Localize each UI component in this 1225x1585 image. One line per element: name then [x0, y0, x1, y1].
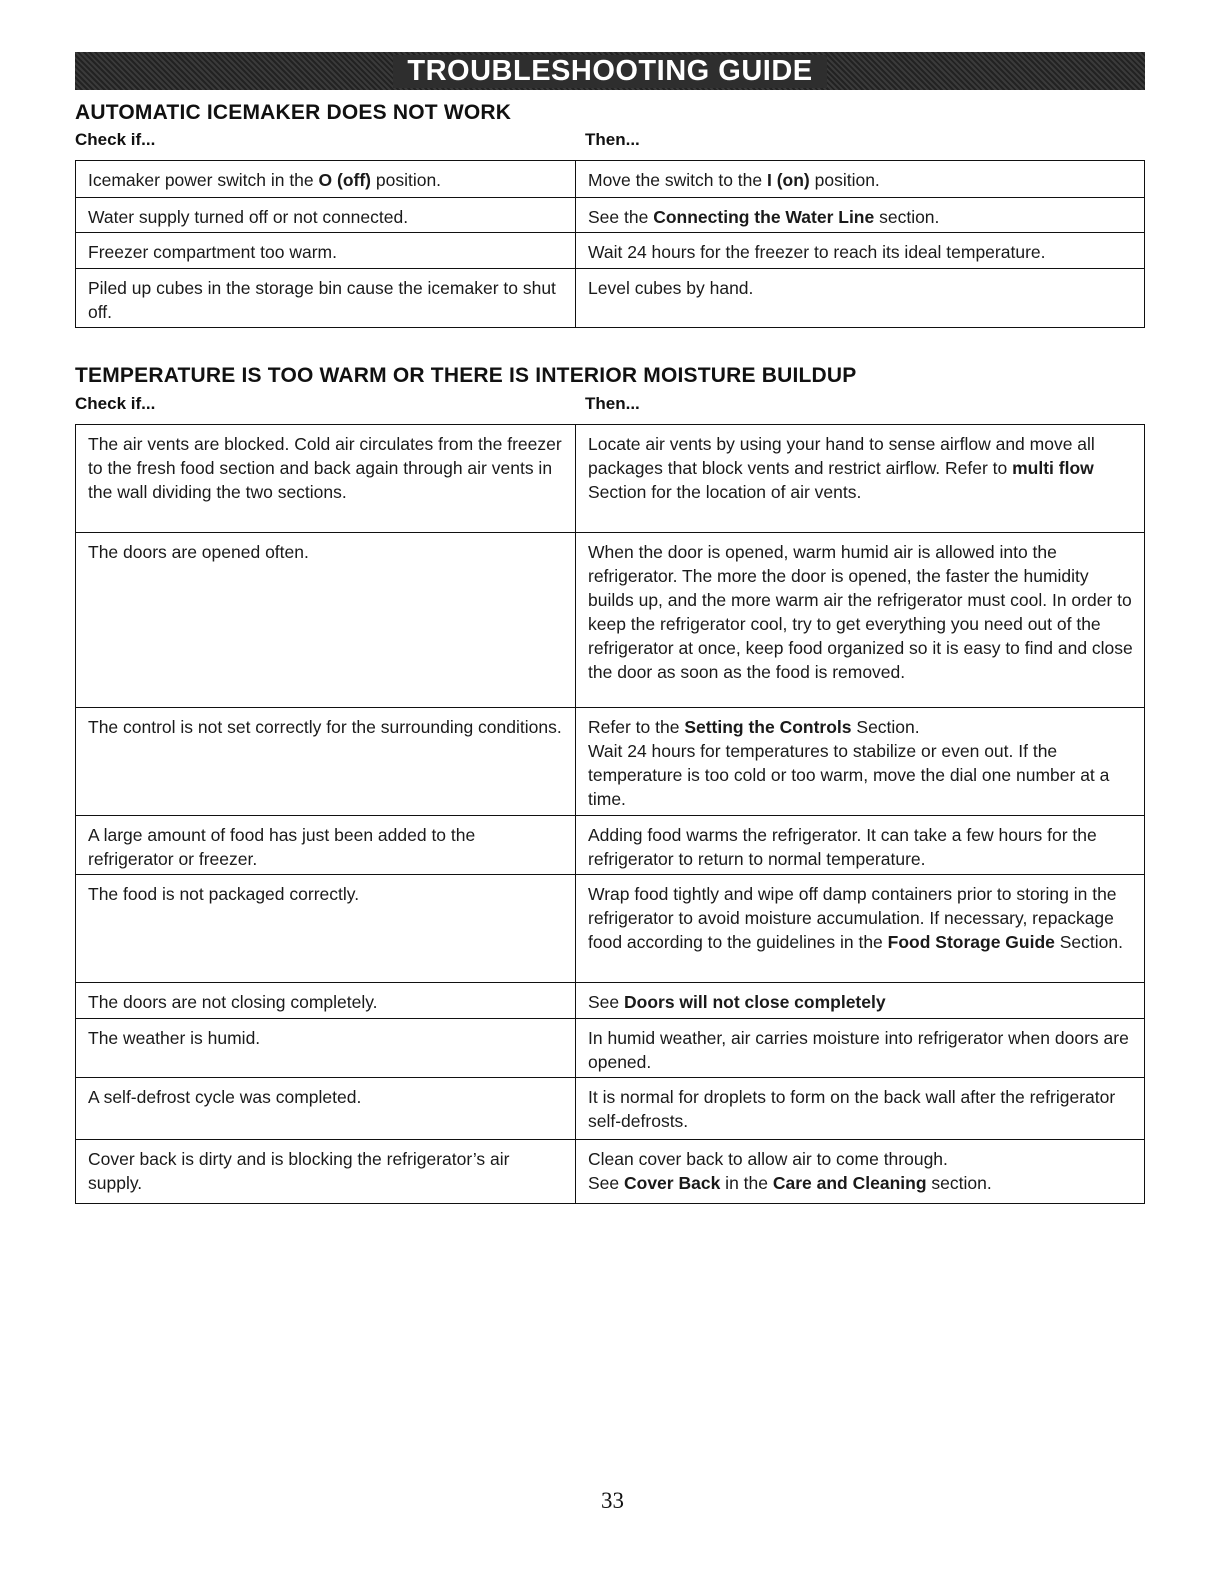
- table-row: [76, 198, 1145, 233]
- then-cell: It is normal for droplets to form on the back wall after the refrigerator self-defrosts.: [576, 1078, 1145, 1140]
- table-row: [76, 875, 1145, 983]
- then-cell: Wrap food tightly and wipe off damp containers prior to storing in the refrigerator to avoid moisture accumulation. If necessary, repackage food according to the guidelines in the Food Storage Guide Section.: [576, 875, 1145, 983]
- then-label: Then...: [585, 394, 640, 413]
- table-row: [76, 708, 1145, 816]
- temperature-table: [75, 424, 1145, 1204]
- check-cell: The air vents are blocked. Cold air circulates from the freezer to the fresh food section and back again through air vents in the wall dividing the two sections.: [76, 425, 576, 533]
- section-title-temperature: TEMPERATURE IS TOO WARM OR THERE IS INTERIOR MOISTURE BUILDUP: [75, 364, 857, 387]
- then-cell: Level cubes by hand.: [576, 269, 1145, 328]
- then-cell: When the door is opened, warm humid air is allowed into the refrigerator. The more the door is opened, the faster the humidity builds up, and the more warm air the refrigerator must cool. In order to keep the refrigerator cool, try to get everything you need out of the refrigerator at once, keep food organized so it is easy to find and close the door as soon as the food is removed.: [576, 533, 1145, 708]
- then-cell: See the Connecting the Water Line section.: [576, 198, 1145, 233]
- then-cell: Refer to the Setting the Controls Section. Wait 24 hours for temperatures to stabilize or even out. If the temperature is too cold or too warm, move the dial one number at a time.: [576, 708, 1145, 816]
- check-if-label: Check if...: [75, 130, 156, 149]
- check-cell: The control is not set correctly for the surrounding conditions.: [76, 708, 576, 816]
- table-row: [76, 1140, 1145, 1204]
- check-cell: The food is not packaged correctly.: [76, 875, 576, 983]
- then-cell: See Doors will not close completely: [576, 983, 1145, 1019]
- check-cell: Piled up cubes in the storage bin cause the icemaker to shut off.: [76, 269, 576, 328]
- then-cell: In humid weather, air carries moisture into refrigerator when doors are opened.: [576, 1019, 1145, 1078]
- check-cell: The doors are opened often.: [76, 533, 576, 708]
- check-if-label: Check if...: [75, 394, 156, 413]
- icemaker-table: [75, 160, 1145, 328]
- guide-title: TROUBLESHOOTING GUIDE: [393, 55, 826, 88]
- table-row: [76, 269, 1145, 328]
- then-cell: Clean cover back to allow air to come through. See Cover Back in the Care and Cleaning section.: [576, 1140, 1145, 1204]
- table-row: [76, 233, 1145, 269]
- table-row: [76, 161, 1145, 198]
- check-cell: Icemaker power switch in the O (off) position.: [76, 161, 576, 198]
- then-cell: Adding food warms the refrigerator. It can take a few hours for the refrigerator to return to normal temperature.: [576, 816, 1145, 875]
- table-row: [76, 816, 1145, 875]
- then-cell: Move the switch to the I (on) position.: [576, 161, 1145, 198]
- check-cell: A self-defrost cycle was completed.: [76, 1078, 576, 1140]
- check-cell: The weather is humid.: [76, 1019, 576, 1078]
- check-cell: A large amount of food has just been added to the refrigerator or freezer.: [76, 816, 576, 875]
- check-cell: Freezer compartment too warm.: [76, 233, 576, 269]
- table-row: [76, 983, 1145, 1019]
- table-row: [76, 533, 1145, 708]
- then-label: Then...: [585, 130, 640, 149]
- table-row: [76, 1019, 1145, 1078]
- page-number: 33: [601, 1488, 624, 1513]
- table-row: [76, 1078, 1145, 1140]
- check-cell: The doors are not closing completely.: [76, 983, 576, 1019]
- check-cell: Water supply turned off or not connected.: [76, 198, 576, 233]
- then-cell: Locate air vents by using your hand to sense airflow and move all packages that block vents and restrict airflow. Refer to multi flow Section for the location of air vents.: [576, 425, 1145, 533]
- check-cell: Cover back is dirty and is blocking the refrigerator’s air supply.: [76, 1140, 576, 1204]
- then-cell: Wait 24 hours for the freezer to reach its ideal temperature.: [576, 233, 1145, 269]
- table-row: [76, 425, 1145, 533]
- section-title-icemaker: AUTOMATIC ICEMAKER DOES NOT WORK: [75, 101, 512, 124]
- guide-banner: [75, 52, 1145, 90]
